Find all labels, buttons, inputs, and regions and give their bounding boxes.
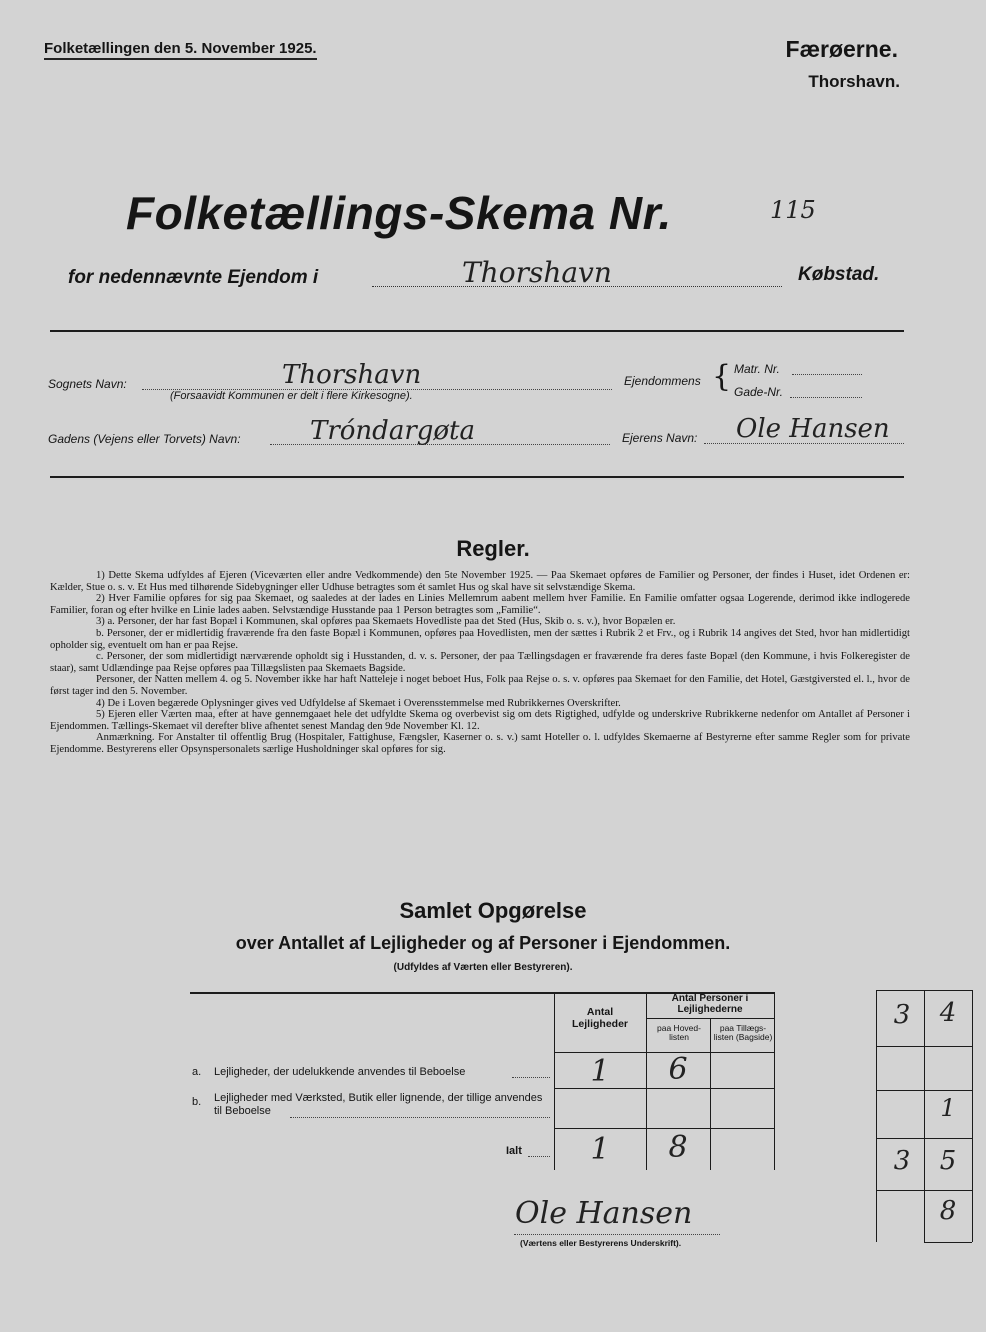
rule-1: 1) Dette Skema udfyldes af Ejeren (Viceværten eller andre Vedkommende) den 5te November 1925. — Paa Skemaet opføres de Familier og Personer, der findes i Huset, idet Ordenen er: Kælder, Stue o. s. v. Et Hus med tilhørende Sidebygninger eller Udhuse betragtes som ét samlet Hus og skal have sit selvstændige Skema. — [50, 570, 910, 593]
side-tally-grid — [876, 990, 972, 1242]
owner-label: Ejerens Navn: — [622, 431, 698, 445]
city-header: Thorshavn. — [808, 72, 900, 91]
property-line-label: for nedennævnte Ejendom i — [68, 267, 319, 288]
divider-top — [50, 330, 904, 332]
side-b2-value: 1 — [940, 1094, 956, 1122]
signature-line — [514, 1234, 720, 1235]
rule-3b: b. Personer, der er midlertidig fraværende fra den faste Bopæl i Kommunen, opføres paa Hovedlisten, men der sættes i Rubrik 2 et Frv., og i Rubrik 14 angives det Sted, hvor han midlertidigt opholder sig, eventuelt om han er paa Rejse. — [50, 627, 910, 651]
signature-caption: (Værtens eller Bestyrerens Underskrift). — [520, 1238, 682, 1248]
row-b-letter: b. — [192, 1096, 202, 1108]
brace: { — [712, 359, 732, 394]
row-b-label: Lejligheder med Værksted, Butik eller lignende, der tillige anvendes til Beboelse — [214, 1092, 543, 1117]
side-t1-value: 3 — [893, 1146, 911, 1176]
rule-3a: 3) a. Personer, der har fast Bopæl i Kommunen, skal opføres paa Skemaets Hovedliste paa det Sted (Hus, Skib o. s. v.), hvor Bopælen er. — [96, 616, 676, 628]
property-label: Ejendommens — [624, 374, 701, 388]
rule-2: 2) Hver Familie opføres for sig paa Skemaet, og saaledes at der lades en Linies Mellemrum aabent mellem hver Familie. En Familie omfatter ogsaa Logerende, derimod ikke indlogerede Familier, foran og efter hvilke en Linie lades aaben. Selvstændige Husstande paa 1 Person betragtes som „Familie“. — [50, 593, 910, 616]
property-place-handwritten: Thorshavn — [462, 256, 612, 289]
summary-subtitle: over Antallet af Lejligheder og af Personer i Ejendommen. — [235, 933, 731, 953]
row-total-label: Ialt — [506, 1145, 522, 1157]
parish-note: (Forsaavidt Kommunen er delt i flere Kirkesogne). — [170, 390, 413, 402]
rule-4: 4) De i Loven begærede Oplysninger gives ved Udfyldelse af Skemaet i Overensstemmelse med Rubrikkernes Overskrifter. — [96, 697, 621, 709]
parish-label: Sognets Navn: — [48, 377, 127, 391]
side-a2-value: 4 — [939, 998, 957, 1028]
street-handwritten: Tróndargøta — [310, 416, 475, 446]
a-apartments-value: 1 — [590, 1054, 610, 1089]
total-apartments-value: 1 — [590, 1132, 610, 1167]
region-header: Færøerne. — [785, 36, 898, 62]
rule-3c: c. Personer, der som midlertidigt nærværende opholdt sig i Husstanden, d. v. s. Personer, der paa Tællingsdagen er fraværende fra deres faste Bopæl (den Kommune, i hvis Folkeregister de staar), samt Udlændinge paa Rejse opføres paa Tillægslisten paa Skemaets Bagside. — [50, 651, 910, 674]
col-supp-header: paa Tillægs-listen (Bagside) — [713, 1023, 773, 1042]
parish-handwritten: Thorshavn — [282, 360, 422, 390]
row-a-letter: a. — [192, 1066, 202, 1078]
rule-3d: Personer, der Natten mellem 4. og 5. November ikke har haft Natteleje i noget beboet Hus, Folk paa Rejse o. s. v. opføres paa Skemaet for den Familie, det Hotel, Gæstgiversted el. l., hvor de først tager ind den 5. November. — [50, 674, 910, 697]
total-main-value: 8 — [668, 1130, 688, 1165]
side-t2-value: 5 — [939, 1146, 957, 1176]
col-apartments-header: Antal Lejligheder — [571, 1006, 628, 1030]
rule-5: 5) Ejeren eller Værten maa, efter at have gennemgaaet hele det udfyldte Skema og overbevist sig om dets Rigtighed, udfylde og underskrive Rubrikkerne nedenfor om Antallet af Personer i Ejendommen. Tællings-Skemaet vil derefter blive afhentet senest Mandag den 9de November Kl. 12. — [50, 709, 910, 732]
rules-title: Regler. — [456, 536, 530, 561]
side-sum-value: 8 — [939, 1196, 957, 1226]
gade-blank — [790, 397, 862, 398]
rule-note: Anmærkning. For Anstalter til offentlig Brug (Hospitaler, Fattighuse, Fængsler, Kaserner o. s. v.) samt Hoteller o. l. udfyldes Skemaerne af Bestyrerne efter samme Regler som for private Ejendomme. Bestyrerens eller Opsynspersonalets særlige Husholdninger skal opføres for sig. — [50, 732, 910, 755]
form-title: Folketællings-Skema Nr. — [126, 187, 672, 239]
col-main-header: paa Hoved-listen — [657, 1023, 701, 1042]
summary-note: (Udfyldes af Værten eller Bestyreren). — [393, 962, 573, 973]
kobstad-label: Købstad. — [798, 264, 880, 285]
matr-blank — [792, 374, 862, 375]
summary-title: Samlet Opgørelse — [399, 898, 587, 923]
form-number-handwritten: 115 — [770, 196, 816, 224]
a-main-value: 6 — [668, 1052, 688, 1087]
street-label: Gadens (Vejens eller Torvets) Navn: — [48, 432, 241, 446]
side-a1-value: 3 — [893, 1000, 911, 1030]
row-a-label: Lejligheder, der udelukkende anvendes til Beboelse — [214, 1066, 466, 1078]
census-date-header: Folketællingen den 5. November 1925. — [44, 40, 317, 60]
gade-label: Gade-Nr. — [734, 385, 783, 399]
col-persons-header: Antal Personer i Lejlighederne — [671, 993, 749, 1015]
owner-handwritten: Ole Hansen — [736, 414, 890, 444]
summary-table — [190, 992, 774, 1170]
matr-label: Matr. Nr. — [734, 362, 780, 376]
signature-handwritten: Ole Hansen — [515, 1196, 693, 1231]
rules-body — [50, 570, 910, 756]
divider-fields — [50, 476, 904, 478]
